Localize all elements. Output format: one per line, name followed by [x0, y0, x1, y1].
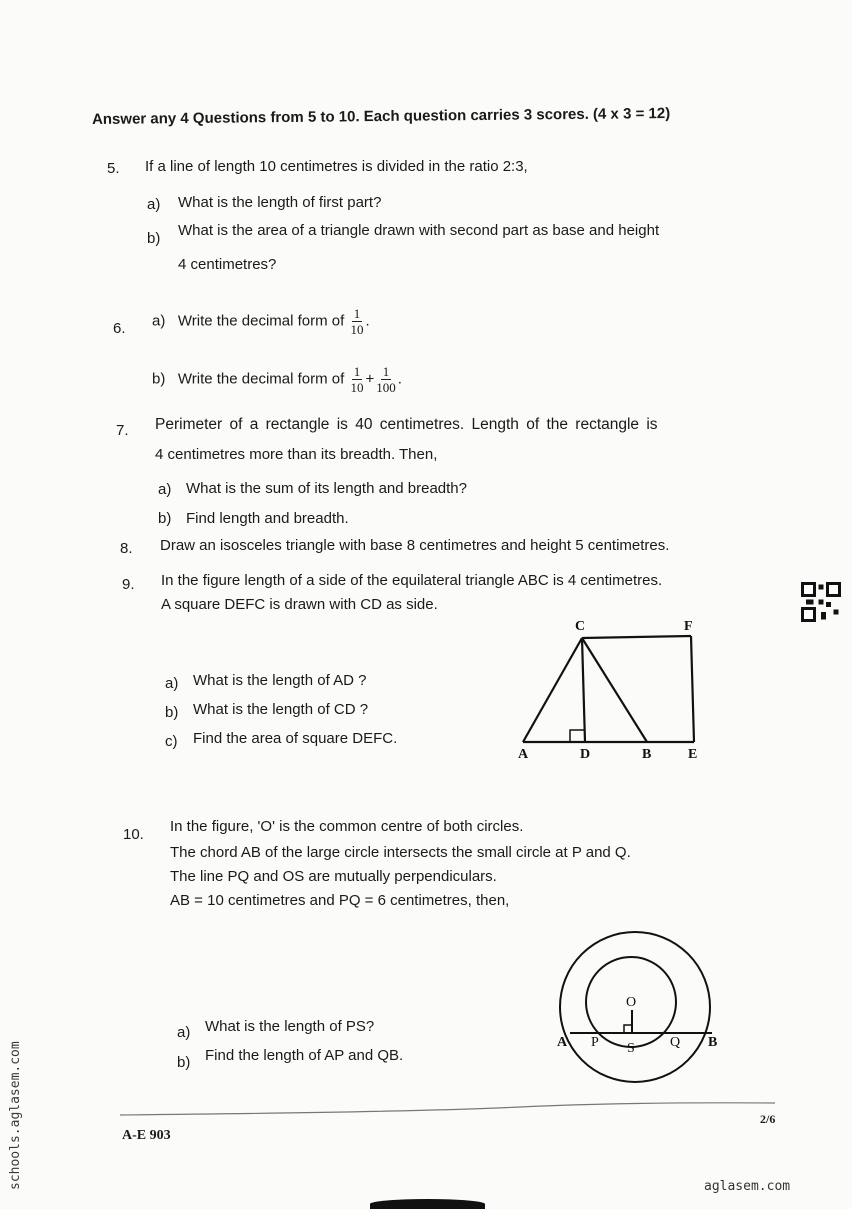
q5a-label: a) — [147, 196, 161, 213]
denominator: 10 — [350, 322, 364, 337]
plus-sign: + — [365, 370, 375, 388]
bottom-watermark: aglasem.com — [704, 1179, 791, 1194]
q5b-label: b) — [147, 230, 161, 247]
q6a-text: Write the decimal form of — [177, 312, 345, 330]
q7b-text: Find length and breadth. — [186, 510, 349, 527]
q5a-text: What is the length of first part? — [178, 194, 382, 211]
label-a: A — [518, 747, 529, 762]
q6b-label: b) — [152, 370, 166, 388]
numerator: 1 — [382, 364, 390, 379]
q5-number: 5. — [107, 160, 120, 177]
label-e: E — [688, 747, 698, 762]
q10b-label: b) — [177, 1054, 191, 1071]
q7a-label: a) — [158, 481, 172, 498]
q7b-label: b) — [158, 510, 172, 527]
qr-code-icon — [801, 582, 841, 622]
q5b-text-2: 4 centimetres? — [178, 256, 277, 273]
q9c-text: Find the area of square DEFC. — [193, 730, 398, 747]
paper-code: A-E 903 — [122, 1128, 171, 1143]
fraction — [376, 364, 396, 395]
numerator: 1 — [353, 364, 361, 379]
q8-text: Draw an isosceles triangle with base 8 centimetres and height 5 centimetres. — [160, 537, 670, 554]
section-instruction: Answer any 4 Questions from 5 to 10. Each question carries 3 scores. (4 x 3 = 12) — [91, 104, 671, 129]
label-p: P — [591, 1035, 599, 1050]
label-b: B — [642, 747, 652, 762]
q9b-text: What is the length of CD ? — [193, 701, 369, 718]
q10-number: 10. — [123, 826, 144, 843]
q7a-text: What is the sum of its length and breadth? — [186, 480, 467, 497]
q6b-text: Write the decimal form of — [177, 370, 345, 388]
q5b-text-1: What is the area of a triangle drawn with second part as base and height — [178, 222, 660, 239]
q9a-text: What is the length of AD ? — [193, 672, 367, 689]
fraction — [350, 306, 363, 337]
scan-edge-mark — [370, 1199, 485, 1209]
q6a: a) Write the decimal form of $\frac{1}{10}$ . — [152, 306, 370, 337]
denominator: 10 — [350, 380, 364, 395]
q9b-label: b) — [165, 704, 179, 721]
q9-text-1: In the figure length of a side of the equilateral triangle ABC is 4 centimetres. — [161, 572, 663, 589]
footer-divider — [120, 1100, 780, 1120]
label-c: C — [575, 619, 586, 634]
q10a-text: What is the length of PS? — [205, 1018, 375, 1035]
q5-text: If a line of length 10 centimetres is divided in the ratio 2:3, — [145, 158, 528, 175]
q6b: b) Write the decimal form of $\frac{1}{10}$ + $\frac{1}{100}$ . — [152, 364, 402, 395]
side-watermark: schools.aglasem.com — [8, 1041, 23, 1190]
label-d: D — [580, 747, 591, 762]
fraction — [350, 364, 363, 395]
q10-text-3: The line PQ and OS are mutually perpendiculars. — [170, 868, 497, 885]
q8-number: 8. — [120, 540, 133, 557]
triangle-square-figure — [510, 612, 710, 762]
label-o: O — [626, 995, 637, 1010]
q7-text-2: 4 centimetres more than its breadth. Then, — [155, 446, 438, 463]
label-a: A — [557, 1035, 568, 1050]
q10-text-2: The chord AB of the large circle intersects the small circle at P and Q. — [170, 844, 631, 861]
page-number: 2/6 — [760, 1112, 776, 1126]
q9c-label: c) — [165, 733, 178, 750]
q10a-label: a) — [177, 1024, 191, 1041]
q7-text-1: Perimeter of a rectangle is 40 centimetres. Length of the rectangle is — [155, 416, 658, 433]
label-b: B — [708, 1035, 718, 1050]
concentric-circles-figure — [550, 930, 730, 1085]
numerator: 1 — [353, 306, 361, 321]
q10b-text: Find the length of AP and QB. — [205, 1047, 404, 1064]
q9-number: 9. — [122, 576, 135, 593]
label-s: S — [627, 1041, 635, 1056]
label-f: F — [684, 619, 693, 634]
label-q: Q — [670, 1035, 681, 1050]
q9-text-2: A square DEFC is drawn with CD as side. — [161, 596, 438, 613]
q10-text-1: In the figure, 'O' is the common centre of both circles. — [170, 818, 524, 835]
denominator: 100 — [376, 380, 396, 395]
q7-number: 7. — [116, 422, 129, 439]
q6a-label: a) — [152, 312, 166, 330]
q9a-label: a) — [165, 675, 179, 692]
q10-text-4: AB = 10 centimetres and PQ = 6 centimetres, then, — [170, 892, 510, 909]
q6-number: 6. — [113, 320, 126, 337]
